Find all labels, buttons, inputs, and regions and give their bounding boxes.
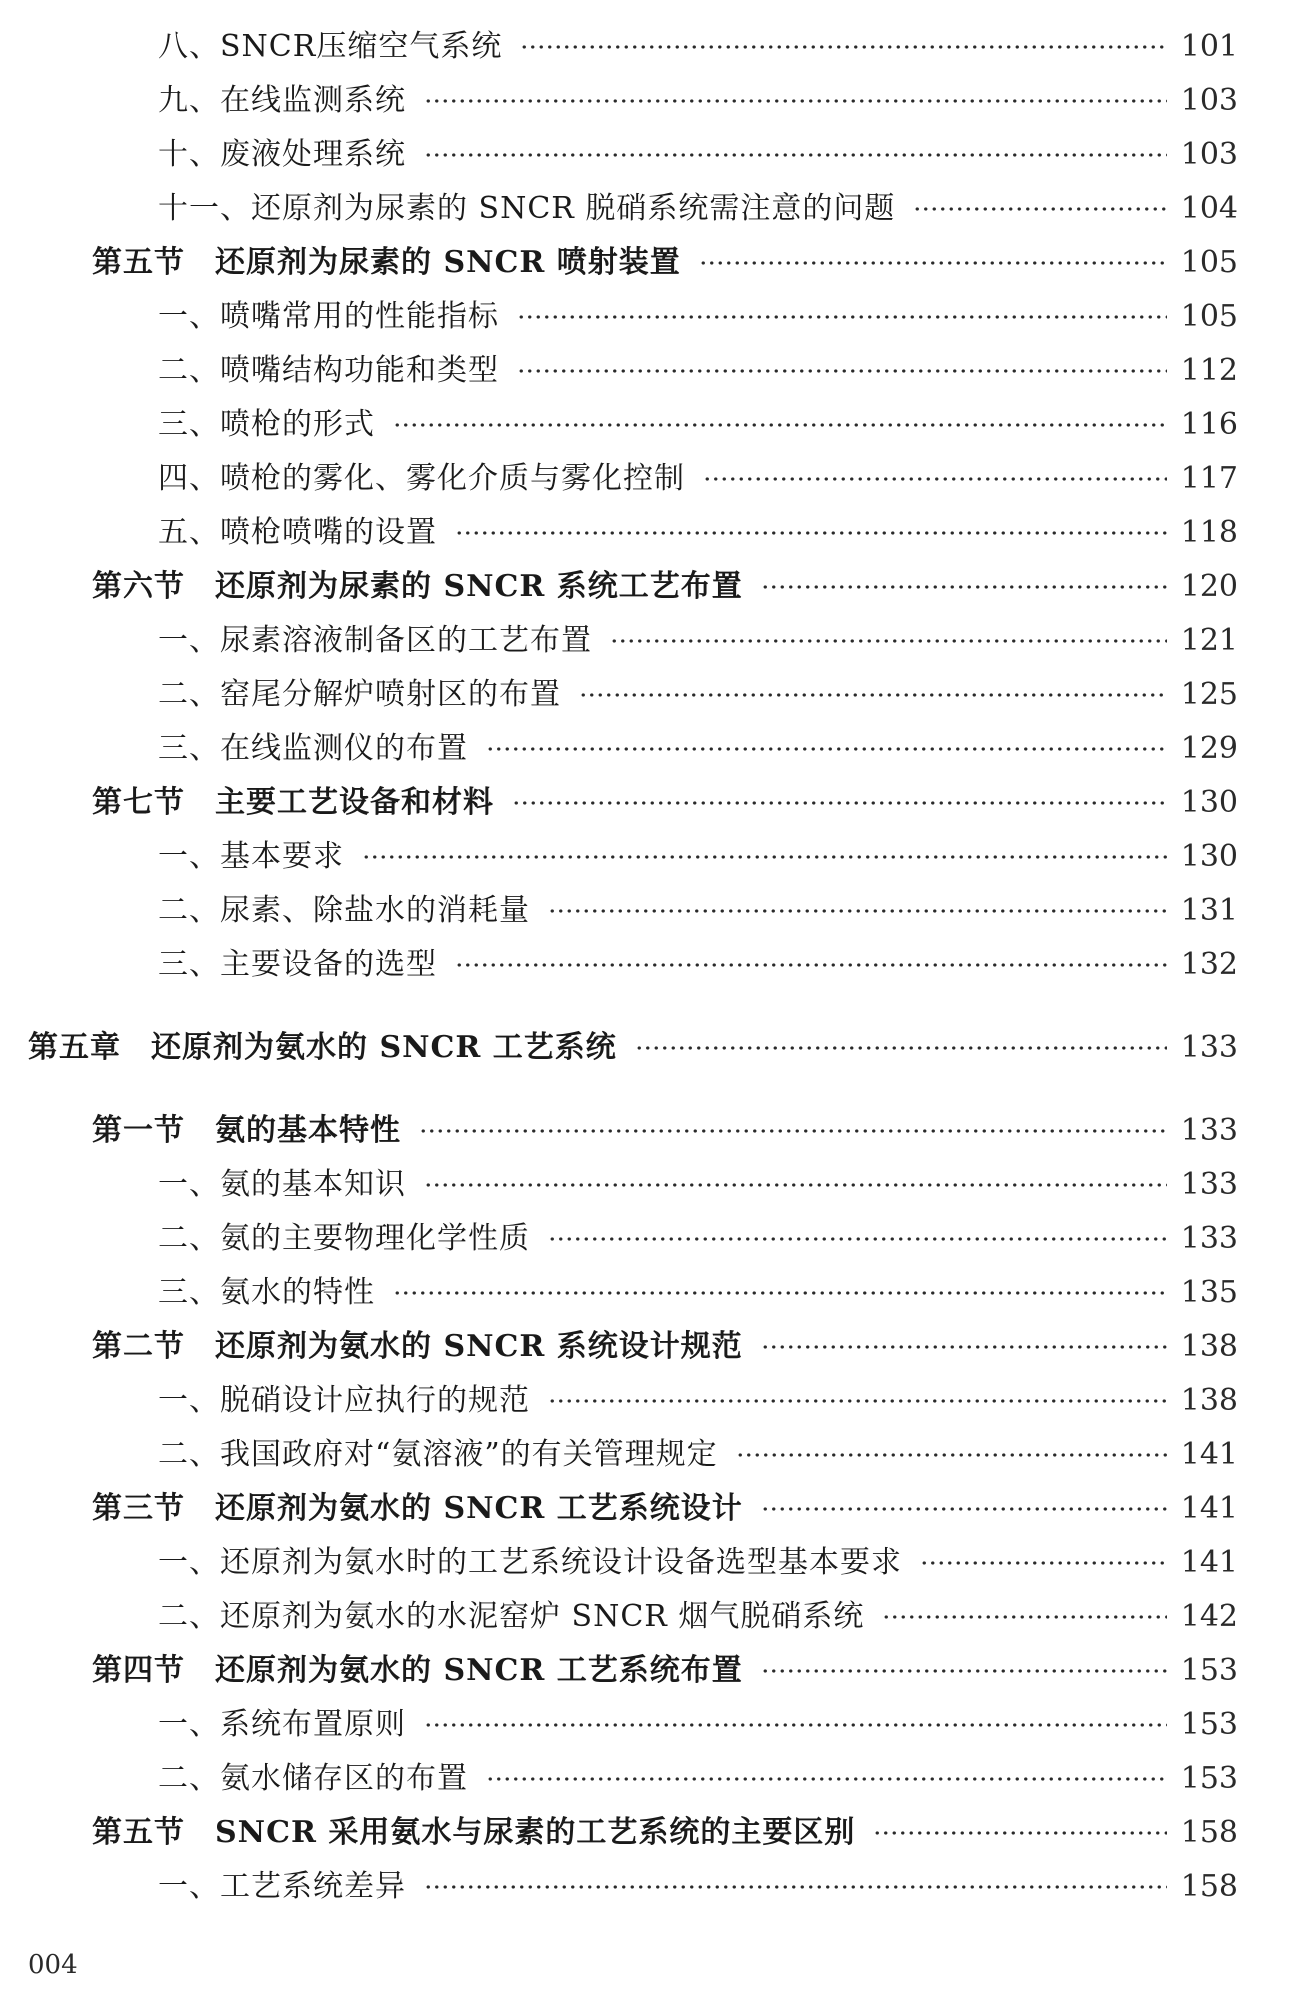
toc-entry-title: [158, 1752, 468, 1806]
dot-leader: [517, 369, 1167, 373]
section-number: 第三节: [92, 1491, 185, 1526]
toc-page-number: 142: [1180, 1599, 1238, 1634]
entry-title-text: 一、基本要求: [158, 839, 344, 874]
dot-leader: [424, 1183, 1167, 1187]
toc-entry-title: [158, 74, 406, 128]
toc-page-number: 141: [1180, 1491, 1238, 1526]
toc-entry-title: [92, 560, 743, 614]
toc-item-row[interactable]: [0, 1536, 1316, 1590]
dot-leader: [548, 909, 1167, 913]
toc-entry-title: [92, 1104, 401, 1158]
toc-page-number: 104: [1180, 191, 1238, 226]
toc-entry-title: [158, 1158, 406, 1212]
toc-item-row[interactable]: [0, 182, 1316, 236]
entry-title-text: 还原剂为氨水的 SNCR 工艺系统布置: [215, 1653, 743, 1688]
entry-title-text: 还原剂为氨水的 SNCR 系统设计规范: [215, 1329, 743, 1364]
toc-entry-title: [158, 830, 344, 884]
toc-section-row[interactable]: [0, 560, 1316, 614]
table-of-contents: [0, 20, 1316, 1914]
entry-title-text: 氨的基本特性: [215, 1113, 401, 1148]
page-number-folio: 004: [28, 1950, 78, 1980]
entry-title-text: 二、氨的主要物理化学性质: [158, 1221, 530, 1256]
toc-item-row[interactable]: [0, 344, 1316, 398]
toc-item-row[interactable]: [0, 938, 1316, 992]
toc-section-row[interactable]: [0, 1320, 1316, 1374]
entry-title-text: 一、喷嘴常用的性能指标: [158, 299, 499, 334]
toc-page-number: 133: [1180, 1221, 1238, 1256]
toc-section-row[interactable]: [0, 236, 1316, 290]
toc-page-number: 105: [1180, 245, 1238, 280]
toc-page-number: 133: [1180, 1167, 1238, 1202]
toc-page-number: 141: [1180, 1545, 1238, 1580]
entry-title-text: 二、尿素、除盐水的消耗量: [158, 893, 530, 928]
dot-leader: [579, 693, 1167, 697]
entry-title-text: 一、氨的基本知识: [158, 1167, 406, 1202]
dot-leader: [520, 45, 1166, 49]
dot-leader: [882, 1615, 1166, 1619]
toc-entry-title: [158, 398, 375, 452]
dot-leader: [703, 477, 1167, 481]
toc-entry-title: [158, 614, 592, 668]
toc-page-number: 133: [1180, 1113, 1238, 1148]
entry-title-text: 三、在线监测仪的布置: [158, 731, 468, 766]
entry-title-text: 八、SNCR压缩空气系统: [158, 29, 503, 64]
toc-entry-title: [158, 506, 437, 560]
toc-page-number: 112: [1180, 353, 1238, 388]
entry-title-text: 一、尿素溶液制备区的工艺布置: [158, 623, 592, 658]
toc-item-row[interactable]: [0, 1428, 1316, 1482]
toc-item-row[interactable]: [0, 290, 1316, 344]
dot-leader: [486, 747, 1167, 751]
toc-entry-title: [158, 344, 499, 398]
entry-title-text: 还原剂为尿素的 SNCR 系统工艺布置: [215, 569, 743, 604]
toc-page-number: 153: [1180, 1707, 1238, 1742]
section-number: 第六节: [92, 569, 185, 604]
dot-leader: [362, 855, 1167, 859]
entry-title-text: 二、我国政府对“氨溶液”的有关管理规定: [158, 1437, 718, 1472]
toc-page-number: 103: [1180, 83, 1238, 118]
toc-item-row[interactable]: [0, 1266, 1316, 1320]
toc-entry-title: [158, 1374, 530, 1428]
entry-title-text: 一、系统布置原则: [158, 1707, 406, 1742]
toc-entry-title: [158, 452, 685, 506]
toc-page-number: 118: [1180, 515, 1238, 550]
toc-page-number: 153: [1180, 1761, 1238, 1796]
section-number: 第七节: [92, 785, 185, 820]
entry-title-text: 二、还原剂为氨水的水泥窑炉 SNCR 烟气脱硝系统: [158, 1599, 865, 1634]
dot-leader: [548, 1399, 1167, 1403]
toc-page-number: 133: [1180, 1030, 1238, 1065]
entry-title-text: 主要工艺设备和材料: [215, 785, 494, 820]
toc-entry-title: [158, 290, 499, 344]
dot-leader: [424, 99, 1167, 103]
dot-leader: [517, 315, 1167, 319]
toc-page-number: 153: [1180, 1653, 1238, 1688]
toc-item-row[interactable]: [0, 1752, 1316, 1806]
dot-leader: [761, 585, 1167, 589]
section-number: 第五节: [92, 245, 185, 280]
toc-page-number: 103: [1180, 137, 1238, 172]
toc-page-number: 131: [1180, 893, 1238, 928]
toc-page-number: 116: [1180, 407, 1238, 442]
dot-leader: [736, 1453, 1167, 1457]
toc-item-row[interactable]: [0, 1590, 1316, 1644]
entry-title-text: 还原剂为氨水的 SNCR 工艺系统: [151, 1030, 617, 1065]
toc-entry-title: [158, 182, 895, 236]
toc-page-number: 138: [1180, 1383, 1238, 1418]
dot-leader: [455, 531, 1167, 535]
toc-entry-title: [92, 1320, 743, 1374]
toc-page-number: 125: [1180, 677, 1238, 712]
toc-page-number: 101: [1180, 29, 1238, 64]
toc-entry-title: [158, 1698, 406, 1752]
dot-leader: [761, 1669, 1167, 1673]
dot-leader: [419, 1129, 1167, 1133]
entry-title-text: 还原剂为氨水的 SNCR 工艺系统设计: [215, 1491, 743, 1526]
toc-item-row[interactable]: [0, 506, 1316, 560]
dot-leader: [610, 639, 1167, 643]
toc-item-row[interactable]: [0, 398, 1316, 452]
entry-title-text: SNCR 采用氨水与尿素的工艺系统的主要区别: [215, 1815, 856, 1850]
dot-leader: [761, 1507, 1167, 1511]
dot-leader: [913, 207, 1166, 211]
toc-entry-title: [158, 722, 468, 776]
toc-entry-title: [158, 1212, 530, 1266]
dot-leader: [761, 1345, 1167, 1349]
toc-page-number: 129: [1180, 731, 1238, 766]
entry-title-text: 三、主要设备的选型: [158, 947, 437, 982]
dot-leader: [455, 963, 1167, 967]
toc-item-row[interactable]: [0, 74, 1316, 128]
toc-chapter-row[interactable]: [0, 1020, 1316, 1076]
toc-entry-title: [92, 236, 681, 290]
dot-leader: [393, 423, 1167, 427]
toc-section-row[interactable]: [0, 776, 1316, 830]
toc-entry-title: [158, 1428, 718, 1482]
toc-page-number: 141: [1180, 1437, 1238, 1472]
entry-title-text: 五、喷枪喷嘴的设置: [158, 515, 437, 550]
entry-title-text: 三、喷枪的形式: [158, 407, 375, 442]
toc-item-row[interactable]: [0, 1374, 1316, 1428]
toc-entry-title: [92, 1806, 855, 1860]
toc-entry-title: [92, 1482, 743, 1536]
entry-title-text: 二、窑尾分解炉喷射区的布置: [158, 677, 561, 712]
entry-title-text: 二、喷嘴结构功能和类型: [158, 353, 499, 388]
toc-page-number: 105: [1180, 299, 1238, 334]
entry-title-text: 十一、还原剂为尿素的 SNCR 脱硝系统需注意的问题: [158, 191, 896, 226]
toc-entry-title: [158, 1536, 902, 1590]
toc-item-row[interactable]: [0, 884, 1316, 938]
dot-leader: [512, 801, 1167, 805]
dot-leader: [486, 1777, 1167, 1781]
toc-entry-title: [158, 1860, 406, 1914]
toc-item-row[interactable]: [0, 668, 1316, 722]
entry-title-text: 一、还原剂为氨水时的工艺系统设计设备选型基本要求: [158, 1545, 902, 1580]
entry-title-text: 二、氨水储存区的布置: [158, 1761, 468, 1796]
toc-entry-title: [158, 1266, 375, 1320]
toc-item-row[interactable]: [0, 1860, 1316, 1914]
dot-leader: [699, 261, 1167, 265]
chapter-number: 第五章: [28, 1030, 121, 1065]
toc-entry-title: [92, 1644, 743, 1698]
dot-leader: [873, 1831, 1166, 1835]
section-number: 第一节: [92, 1113, 185, 1148]
toc-item-row[interactable]: [0, 1158, 1316, 1212]
toc-page-number: 135: [1180, 1275, 1238, 1310]
toc-page-number: 158: [1180, 1869, 1238, 1904]
toc-page-number: 130: [1180, 839, 1238, 874]
toc-page-number: 130: [1180, 785, 1238, 820]
toc-entry-title: [158, 1590, 864, 1644]
dot-leader: [635, 1046, 1167, 1050]
toc-item-row[interactable]: [0, 722, 1316, 776]
entry-title-text: 三、氨水的特性: [158, 1275, 375, 1310]
section-number: 第二节: [92, 1329, 185, 1364]
entry-title-text: 一、工艺系统差异: [158, 1869, 406, 1904]
toc-entry-title: [158, 938, 437, 992]
toc-page-number: 120: [1180, 569, 1238, 604]
section-number: 第四节: [92, 1653, 185, 1688]
dot-leader: [393, 1291, 1167, 1295]
dot-leader: [424, 1723, 1167, 1727]
toc-entry-title: [28, 1020, 617, 1076]
dot-leader: [920, 1561, 1167, 1565]
toc-page-number: 138: [1180, 1329, 1238, 1364]
entry-title-text: 还原剂为尿素的 SNCR 喷射装置: [215, 245, 681, 280]
entry-title-text: 四、喷枪的雾化、雾化介质与雾化控制: [158, 461, 685, 496]
toc-section-row[interactable]: [0, 1644, 1316, 1698]
toc-section-row[interactable]: [0, 1806, 1316, 1860]
dot-leader: [548, 1237, 1167, 1241]
toc-page-number: 117: [1180, 461, 1238, 496]
entry-title-text: 一、脱硝设计应执行的规范: [158, 1383, 530, 1418]
section-number: 第五节: [92, 1815, 185, 1850]
toc-item-row[interactable]: [0, 1698, 1316, 1752]
toc-item-row[interactable]: [0, 20, 1316, 74]
toc-section-row[interactable]: [0, 1482, 1316, 1536]
toc-entry-title: [92, 776, 494, 830]
toc-item-row[interactable]: [0, 614, 1316, 668]
dot-leader: [424, 1885, 1167, 1889]
toc-item-row[interactable]: [0, 452, 1316, 506]
entry-title-text: 十、废液处理系统: [158, 137, 406, 172]
toc-item-row[interactable]: [0, 1212, 1316, 1266]
toc-page-number: 121: [1180, 623, 1238, 658]
toc-entry-title: [158, 20, 502, 74]
toc-item-row[interactable]: [0, 128, 1316, 182]
toc-section-row[interactable]: [0, 1104, 1316, 1158]
toc-entry-title: [158, 668, 561, 722]
entry-title-text: 九、在线监测系统: [158, 83, 406, 118]
toc-entry-title: [158, 128, 406, 182]
toc-page-number: 132: [1180, 947, 1238, 982]
toc-page-number: 158: [1180, 1815, 1238, 1850]
toc-item-row[interactable]: [0, 830, 1316, 884]
dot-leader: [424, 153, 1167, 157]
toc-entry-title: [158, 884, 530, 938]
